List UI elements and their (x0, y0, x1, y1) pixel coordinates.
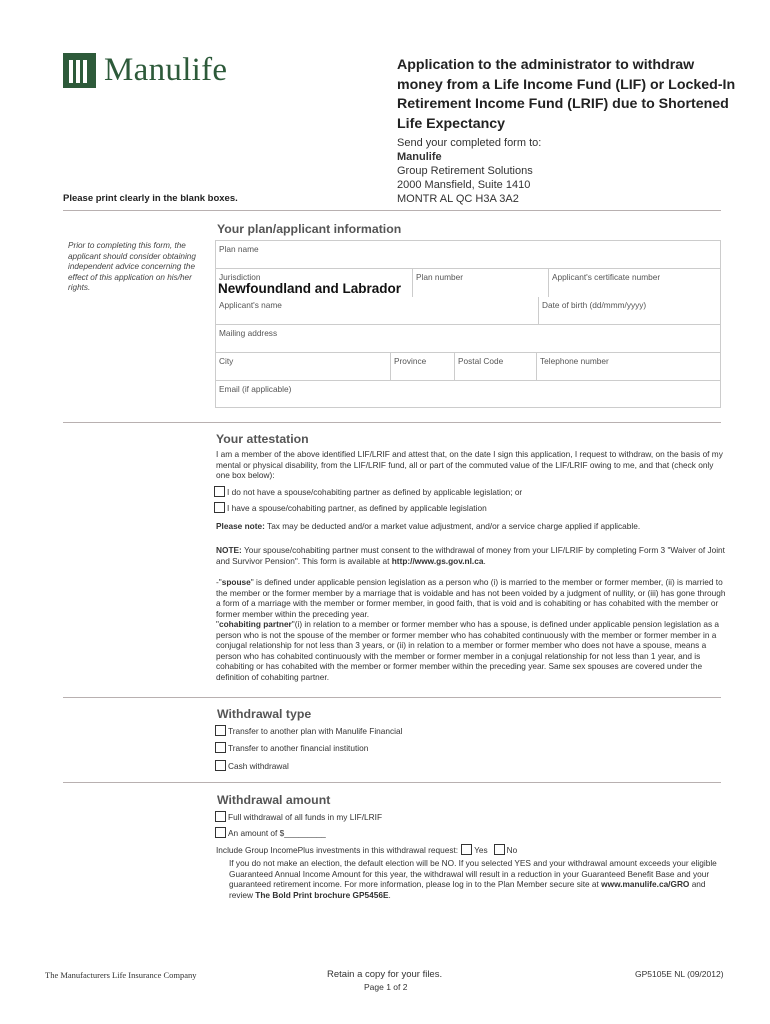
cash-withdrawal-label: Cash withdrawal (228, 760, 289, 771)
partial-amount-option (215, 827, 326, 838)
advice-note: Prior to completing this form, the applicant should consider obtaining independent advice concerning the effect of this application on his/her rights. (68, 241, 196, 292)
phone-field[interactable] (536, 353, 722, 380)
send-label: Send your completed form to: (397, 137, 542, 149)
gov-link[interactable]: http://www.gs.gov.nl.ca (391, 555, 484, 566)
please-note-label: Please note: (216, 521, 265, 531)
form-code: GP5105E NL (09/2012) (635, 969, 724, 979)
plan-name-field[interactable] (216, 241, 720, 268)
jurisdiction-field[interactable] (216, 269, 412, 297)
jurisdiction-label: Jurisdiction (219, 272, 261, 282)
full-withdrawal-checkbox[interactable] (215, 811, 226, 822)
election-note (229, 858, 723, 900)
full-withdrawal-option (215, 811, 382, 822)
email-label: Email (if applicable) (219, 384, 292, 394)
email-field[interactable] (216, 381, 720, 408)
cohab-prefix: " (216, 619, 219, 629)
incomeplus-no-label: No (506, 844, 518, 855)
phone-label: Telephone number (540, 356, 609, 366)
send-company: Manulife (397, 151, 442, 163)
cash-withdrawal-option (215, 760, 289, 771)
election-text: If you do not make an election, the default election will be NO. If you selected YES and your withdrawal amount exceeds your eligible Guaranteed Annual Income Amount for this year, the withdrawal will result in a reduction in your Guaranteed Benefit Base and your guaranteed retirement income. For more information, please log in to the Plan Member secure site at (229, 858, 717, 889)
mailing-instructions (397, 136, 541, 206)
applicant-name-label: Applicant's name (219, 300, 282, 310)
jurisdiction-row (216, 269, 720, 297)
retain-copy-note: Retain a copy for your files. (327, 969, 443, 980)
note-label: NOTE: (216, 545, 242, 555)
incomeplus-label: Include Group IncomePlus investments in this withdrawal request: (216, 844, 459, 855)
please-note (216, 521, 724, 532)
plan-applicant-table (215, 240, 721, 408)
plan-section-title: Your plan/applicant information (217, 222, 402, 236)
plan-number-label: Plan number (416, 272, 464, 282)
divider (63, 782, 721, 783)
certificate-field[interactable] (548, 269, 722, 297)
attestation-intro: I am a member of the above identified LIF/LRIF and attest that, on the date I sign this application, I request to withdraw, on the basis of my mental or physical disability, from the LIF/LRIF fund, all or part of the commuted value of the LIF/LRIF owing to me, and that (check only one box below): (216, 449, 723, 480)
incomeplus-yes-label: Yes (474, 844, 488, 855)
note-text: Your spouse/cohabiting partner must consent to the withdrawal of money from your LIF/LRIF by completing Form 3 "Waiver of Joint and Survivor Pension". This form is available at (216, 545, 725, 566)
city-row (216, 353, 720, 381)
email-row (216, 381, 720, 408)
gro-link[interactable]: www.manulife.ca/GRO (601, 879, 690, 889)
spouse-prefix: -" (216, 577, 222, 587)
cohabiting-partner-term: cohabiting partner (218, 619, 292, 629)
province-label: Province (394, 356, 427, 366)
partial-amount-label: An amount of $_________ (228, 827, 326, 838)
send-address: 2000 Mansfield, Suite 1410 (397, 179, 531, 191)
no-spouse-label: I do not have a spouse/cohabiting partner as defined by applicable legislation; or (227, 486, 523, 497)
city-label: City (219, 356, 234, 366)
cash-withdrawal-checkbox[interactable] (215, 760, 226, 771)
has-spouse-option (214, 502, 487, 513)
divider (63, 422, 721, 423)
manulife-logo-icon (63, 53, 96, 88)
form-title: Application to the administrator to withdraw money from a Life Income Fund (LIF) or Locked-In Retirement Income Fund (LRIF) due to Shortened Life Expectancy (397, 57, 736, 132)
partial-amount-checkbox[interactable] (215, 827, 226, 838)
print-clearly-note: Please print clearly in the blank boxes. (63, 193, 238, 204)
brochure-name: The Bold Print brochure GP5456E (255, 889, 389, 900)
no-spouse-option (214, 486, 522, 497)
send-city: MONTR AL QC H3A 3A2 (397, 193, 519, 205)
incomeplus-question (216, 844, 517, 855)
cohabiting-partner-definition: "(i) in relation to a member or former member who has a spouse, is defined under applicable pension legislation as a person who is not the spouse of the member or former member who has cohabited continuously with the member or former member in a conjugal relationship for not less than 3 years, or (ii) in relation to a member or former member who does not have a spouse, means a person who has cohabited continuously with the member or former member in a conjugal relationship for not less than 1 year, and is cohabiting or has cohabited with the member or former member within the preceding year. Same sex spouses are covered under the definition of cohabiting partner. (216, 619, 720, 682)
logo-text: Manulife (104, 52, 228, 88)
province-field[interactable] (390, 353, 454, 380)
and-review-text: and review (229, 879, 706, 900)
page-number: Page 1 of 2 (364, 982, 408, 992)
send-dept: Group Retirement Solutions (397, 165, 533, 177)
spouse-definition: " is defined under applicable pension legislation as a person who (i) is married to the member or former member, (ii) is married to the member or the former member by a marriage that is voidable and has not been voided by a judgment of nullity, or (iii) has gone through a form of a marriage with the member or former member, in good faith, that is void and is cohabiting or has cohabited with the member or former member within the preceding year. (216, 577, 726, 619)
mailing-row (216, 325, 720, 353)
manulife-logo (63, 52, 227, 89)
mailing-address-label: Mailing address (219, 328, 278, 338)
transfer-other-checkbox[interactable] (215, 742, 226, 753)
has-spouse-checkbox[interactable] (214, 502, 225, 513)
withdrawal-type-title: Withdrawal type (217, 707, 312, 721)
transfer-manulife-checkbox[interactable] (215, 725, 226, 736)
plan-name-row (216, 241, 720, 269)
attestation-title: Your attestation (216, 432, 309, 446)
dob-field[interactable] (538, 297, 722, 324)
plan-name-label: Plan name (219, 244, 259, 254)
no-spouse-checkbox[interactable] (214, 486, 225, 497)
city-field[interactable] (216, 353, 390, 380)
withdrawal-amount-title: Withdrawal amount (217, 793, 331, 807)
has-spouse-label: I have a spouse/cohabiting partner, as defined by applicable legislation (227, 502, 487, 513)
transfer-other-label: Transfer to another financial institution (228, 742, 369, 753)
divider (63, 210, 721, 211)
full-withdrawal-label: Full withdrawal of all funds in my LIF/LRIF (228, 811, 383, 822)
postal-code-field[interactable] (454, 353, 536, 380)
incomeplus-no-checkbox[interactable] (494, 844, 505, 855)
plan-number-field[interactable] (412, 269, 548, 297)
applicant-name-field[interactable] (216, 297, 538, 324)
company-name: The Manufacturers Life Insurance Company (45, 970, 197, 980)
transfer-other-option (215, 742, 368, 753)
spouse-consent-note: NOTE: Your spouse/cohabiting partner must consent to the withdrawal of money from your LIF/LRIF by completing Form 3 "Waiver of Joint and Survivor Pension". This form is available at http://www.gs.gov.nl.ca. (216, 545, 725, 566)
transfer-manulife-option (215, 725, 402, 736)
dob-label: Date of birth (dd/mmm/yyyy) (542, 300, 647, 310)
postal-code-label: Postal Code (458, 356, 504, 366)
applicant-row (216, 297, 720, 325)
definitions (216, 577, 726, 682)
election-period: . (388, 889, 391, 900)
certificate-label: Applicant's certificate number (552, 272, 661, 282)
incomeplus-yes-checkbox[interactable] (461, 844, 472, 855)
jurisdiction-value: Newfoundland and Labrador (218, 281, 402, 296)
please-note-text: Tax may be deducted and/or a market value adjustment, and/or a service charge applied if applicable. (264, 521, 641, 531)
transfer-manulife-label: Transfer to another plan with Manulife Financial (228, 725, 403, 736)
spouse-term: spouse (221, 577, 251, 587)
divider (63, 697, 721, 698)
mailing-address-field[interactable] (216, 325, 720, 352)
